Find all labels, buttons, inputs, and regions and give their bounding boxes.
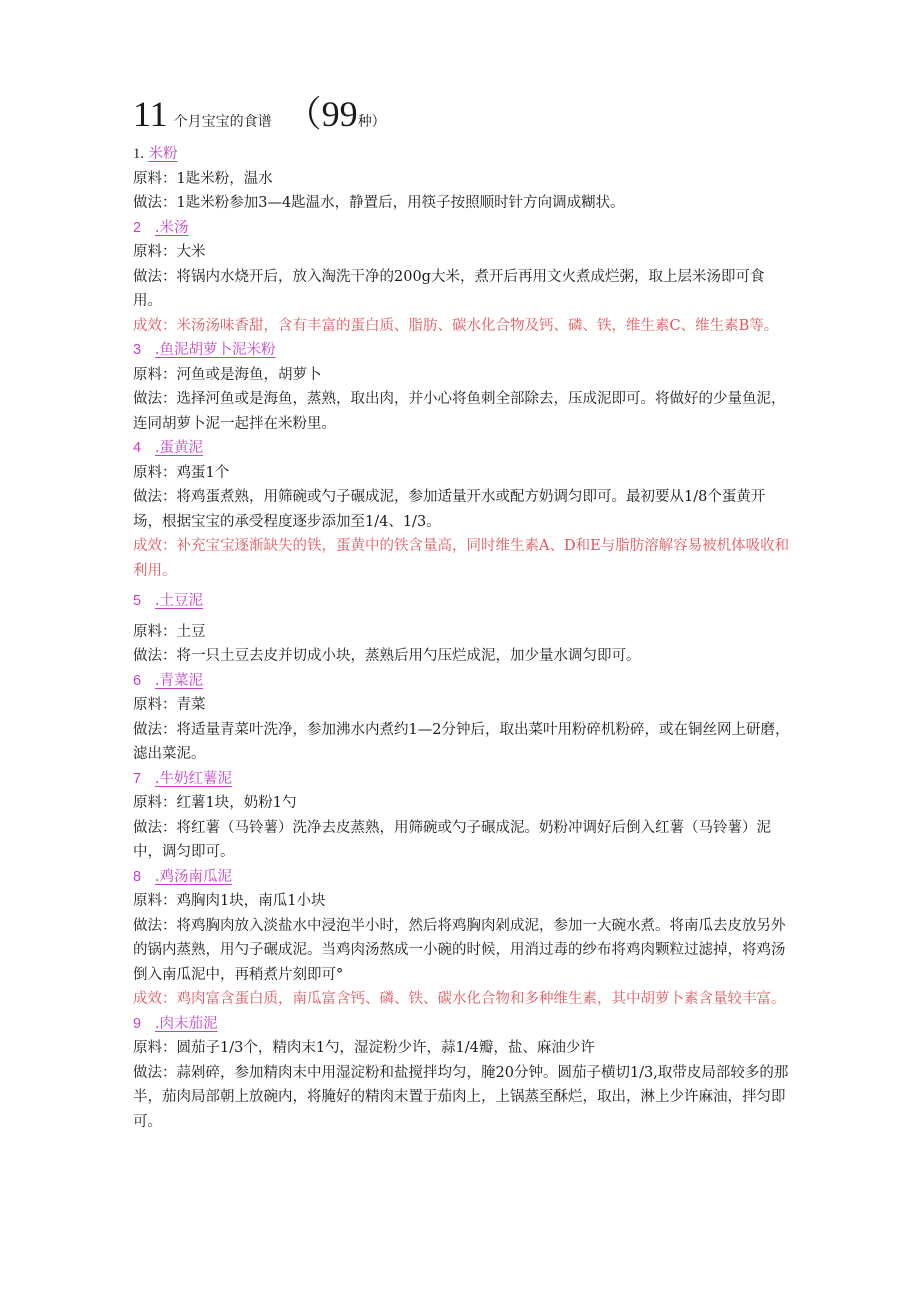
recipe-heading [133, 216, 793, 241]
recipe-effect: 成效：鸡肉富含蛋白质，南瓜富含钙、磷、铁、碳水化合物和多种维生素，其中胡萝卜素含量较丰富。 [133, 991, 786, 1007]
recipe-number: 1. [133, 146, 144, 162]
recipe-method: 做法：将鸡蛋煮熟，用筛碗或勺子碾成泥，参加适量开水或配方奶调匀即可。最初要从1/8个蛋黄开场，根据宝宝的承受程度逐步添加至1/4、1/3。 [133, 489, 766, 530]
recipe-5 [133, 589, 793, 669]
recipe-heading [133, 1012, 793, 1037]
recipe-method: 做法：选择河鱼或是海鱼，蒸熟，取出肉，并小心将鱼刺全部除去，压成泥即可。将做好的少量鱼泥，连同胡萝卜泥一起拌在米粉里。 [133, 391, 786, 432]
recipe-ingredients: 原料：1匙米粉，温水 [133, 170, 273, 187]
recipe-effect: 成效：米汤汤味香甜，含有丰富的蛋白质、脂肪、碳水化合物及钙、磷、铁，维生素C、维生素B等。 [133, 317, 779, 334]
recipe-heading [133, 865, 793, 890]
recipe-number: 2 [133, 219, 142, 236]
recipe-number: 9 [133, 1015, 142, 1032]
page-title [133, 96, 793, 136]
recipe-3 [133, 338, 793, 436]
recipe-number: 3 [133, 342, 142, 358]
recipe-name-link[interactable]: .肉末茄泥 [154, 1015, 218, 1032]
title-text: 个月宝宝的食谱 [173, 114, 272, 130]
recipe-number: 4 [133, 440, 142, 456]
recipe-8 [133, 865, 793, 1012]
recipe-number: 7 [133, 770, 142, 787]
recipe-method: 做法：将适量青菜叶洗净，参加沸水内煮约1—2分钟后，取出菜叶用粉碎机粉碎，或在铜丝网上研磨，滤出菜泥。 [133, 721, 790, 762]
recipe-name-link[interactable]: .鱼泥胡萝卜泥米粉 [154, 342, 276, 358]
recipe-name-link[interactable]: .米汤 [154, 219, 189, 236]
recipe-ingredients: 原料：青菜 [133, 697, 206, 713]
recipe-method: 做法：1匙米粉参加3—4匙温水，静置后，用筷子按照顺时针方向调成糊状。 [133, 195, 625, 211]
recipe-heading [133, 338, 793, 363]
recipe-name-link[interactable]: .鸡汤南瓜泥 [154, 868, 233, 885]
recipe-name-link[interactable]: .青菜泥 [154, 672, 204, 689]
recipe-heading [133, 142, 793, 167]
title-count: （99 [285, 94, 358, 134]
recipe-method: 做法：将一只土豆去皮并切成小块，蒸熟后用勺压烂成泥，加少量水调匀即可。 [133, 648, 641, 664]
title-unit: 种） [357, 114, 386, 130]
recipe-ingredients: 原料：红薯1块，奶粉1勺 [133, 795, 297, 811]
recipe-heading [133, 767, 793, 792]
recipe-number: 8 [133, 868, 142, 885]
recipe-method: 做法：蒜剁碎，参加精肉末中用湿淀粉和盐搅拌均匀，腌20分钟。圆茄子横切1/3,取带皮局部较多的那半，茄肉局部朝上放碗内，将腌好的精肉末置于茄肉上，上锅蒸至酥烂，取出，淋上少许麻油，拌匀即可。 [133, 1064, 789, 1130]
recipe-effect: 成效：补充宝宝逐渐缺失的铁，蛋黄中的铁含量高，同时维生素A、D和E与脂肪溶解容易被机体吸收和利用。 [133, 538, 790, 579]
recipe-ingredients: 原料：土豆 [133, 623, 206, 640]
recipe-ingredients: 原料：大米 [133, 244, 206, 260]
recipe-6 [133, 669, 793, 767]
recipe-name-link[interactable]: .土豆泥 [154, 593, 204, 609]
title-number: 11 [133, 94, 168, 134]
recipe-1 [133, 142, 793, 216]
recipe-number: 6 [133, 672, 142, 689]
recipe-ingredients: 原料：河鱼或是海鱼，胡萝卜 [133, 366, 322, 383]
recipe-ingredients: 原料：鸡蛋1个 [133, 464, 230, 481]
recipe-method: 做法：将锅内水烧开后，放入淘洗干净的200g大米，煮开后再用文火煮成烂粥，取上层米汤即可食用。 [133, 268, 765, 309]
recipe-name-link[interactable]: .蛋黄泥 [154, 440, 204, 456]
recipe-4 [133, 436, 793, 583]
recipe-method: 做法：将鸡胸肉放入淡盐水中浸泡半小时，然后将鸡胸肉剁成泥，参加一大碗水煮。将南瓜去皮放另外的锅内蒸熟，用勺子碾成泥。当鸡肉汤熬成一小碗的时候，用消过毒的纱布将鸡肉颗粒过滤掉，将鸡汤倒入南瓜泥中，再稍煮片刻即可° [133, 917, 786, 983]
recipe-ingredients: 原料：鸡胸肉1块，南瓜1小块 [133, 893, 326, 909]
recipe-ingredients: 原料：圆茄子1/3个，精肉末1勺，湿淀粉少许，蒜1/4瓣，盐、麻油少许 [133, 1040, 595, 1056]
recipe-method: 做法：将红薯（马铃薯）洗净去皮蒸熟，用筛碗或勺子碾成泥。奶粉冲调好后倒入红薯（马铃薯）泥中，调匀即可。 [133, 819, 771, 860]
recipe-name-link[interactable]: .牛奶红薯泥 [154, 770, 233, 787]
recipe-7 [133, 767, 793, 865]
recipe-name-link[interactable]: 米粉 [148, 146, 178, 162]
recipe-number: 5 [133, 593, 142, 609]
recipe-9 [133, 1012, 793, 1135]
document-page [133, 96, 793, 1134]
recipe-heading [133, 436, 793, 461]
recipe-heading [133, 589, 793, 614]
recipe-heading [133, 669, 793, 694]
recipe-2 [133, 216, 793, 339]
